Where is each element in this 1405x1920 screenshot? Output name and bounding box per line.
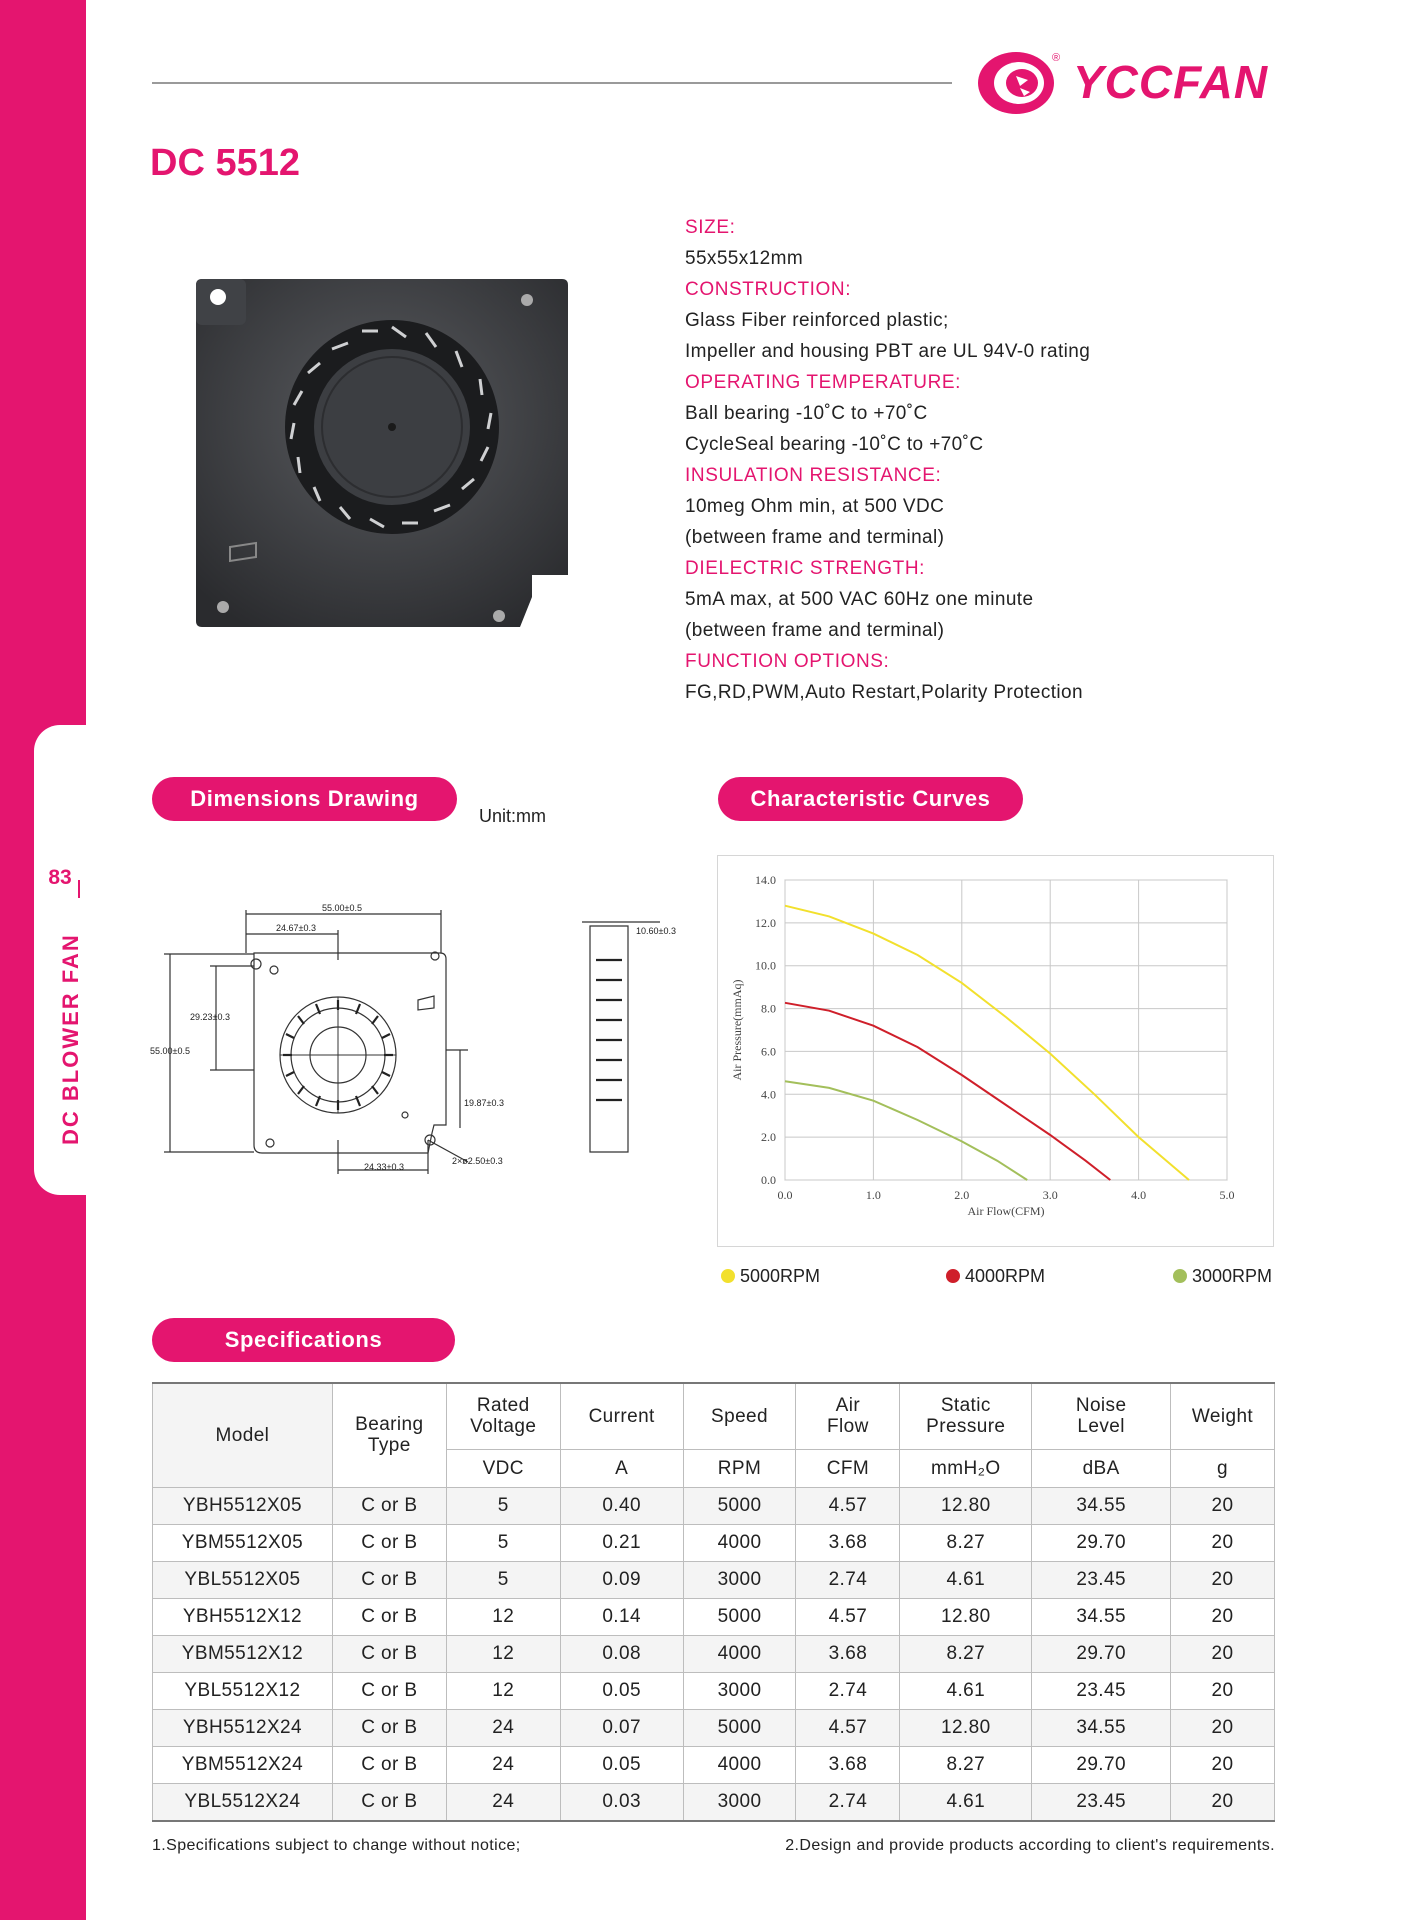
legend-swatch [721,1269,735,1283]
table-cell: YBH5512X12 [153,1598,333,1635]
header-static-pressure-label: Static Pressure [926,1395,1006,1438]
table-cell: YBL5512X24 [153,1783,333,1821]
table-cell: 3000 [683,1561,796,1598]
table-cell: 4.61 [900,1783,1032,1821]
y-tick-label: 14.0 [755,873,776,887]
dim-holes: 2×ø2.50±0.3 [452,1156,503,1166]
legend-item-4000rpm [946,1266,1045,1287]
spec-category: CONSTRUCTION: [685,279,852,300]
header-current: Current [560,1383,683,1449]
table-cell: 24 [446,1783,560,1821]
spec-value: CycleSeal bearing -10˚C to +70˚C [685,434,984,455]
table-cell: 5 [446,1561,560,1598]
table-cell: 5000 [683,1709,796,1746]
table-cell: YBH5512X05 [153,1487,333,1524]
x-axis-label: Air Flow(CFM) [967,1204,1045,1218]
table-cell: YBL5512X12 [153,1672,333,1709]
legend-item-3000rpm [1173,1266,1272,1287]
spec-value: Glass Fiber reinforced plastic; [685,310,949,331]
table-row [153,1783,1275,1821]
table-row [153,1635,1275,1672]
table-cell: 23.45 [1032,1672,1171,1709]
spec-value: Impeller and housing PBT are UL 94V-0 rating [685,341,1091,362]
spec-table [152,1382,1275,1822]
table-cell: 8.27 [900,1635,1032,1672]
y-tick-label: 0.0 [761,1173,776,1187]
unit-label: Unit:mm [479,806,546,826]
table-cell: 0.14 [560,1598,683,1635]
unit-pressure: mmH₂O [900,1449,1032,1487]
legend-label: 3000RPM [1192,1266,1273,1286]
brand-logo-icon [976,50,1056,116]
table-cell: C or B [332,1709,446,1746]
table-cell: 12 [446,1598,560,1635]
table-cell: C or B [332,1783,446,1821]
y-tick-label: 12.0 [755,915,776,930]
header-rated-voltage [446,1383,560,1449]
x-tick-label: 4.0 [1131,1188,1147,1202]
table-cell: C or B [332,1524,446,1561]
table-row [153,1561,1275,1598]
header-noise-level [1032,1383,1171,1449]
table-cell: 20 [1171,1783,1275,1821]
table-cell: 0.08 [560,1635,683,1672]
spec-category: FUNCTION OPTIONS: [685,651,890,672]
x-tick-label: 2.0 [954,1188,970,1202]
table-cell: YBH5512X24 [153,1709,333,1746]
page-number: 83 [48,866,72,889]
spec-value: (between frame and terminal) [685,620,945,641]
table-cell: C or B [332,1635,446,1672]
curves-heading: Characteristic Curves [718,777,1023,821]
table-cell: 29.70 [1032,1746,1171,1783]
spec-value: 5mA max, at 500 VAC 60Hz one minute [685,589,1034,610]
table-cell: 0.40 [560,1487,683,1524]
y-tick-label: 8.0 [761,1001,776,1016]
table-cell: 4000 [683,1746,796,1783]
table-cell: 12.80 [900,1598,1032,1635]
table-cell: C or B [332,1598,446,1635]
header-rule [152,82,952,84]
table-cell: 20 [1171,1746,1275,1783]
table-cell: YBM5512X24 [153,1746,333,1783]
table-cell: 2.74 [796,1672,900,1709]
table-cell: 0.09 [560,1561,683,1598]
header-bearing-type-label: Bearing Type [355,1414,424,1457]
unit-current: A [560,1449,683,1487]
table-cell: 4.57 [796,1598,900,1635]
table-cell: 3.68 [796,1746,900,1783]
table-cell: 24 [446,1746,560,1783]
x-tick-label: 5.0 [1219,1188,1235,1202]
table-cell: 0.07 [560,1709,683,1746]
table-cell: 4000 [683,1635,796,1672]
table-cell: 8.27 [900,1746,1032,1783]
legend-swatch [946,1269,960,1283]
table-cell: 8.27 [900,1524,1032,1561]
header-model: Model [153,1383,333,1487]
dim-bottom-offset: 24.33±0.3 [364,1162,404,1172]
spec-category: OPERATING TEMPERATURE: [685,372,962,393]
header-air-flow [796,1383,900,1449]
table-cell: 34.55 [1032,1598,1171,1635]
spec-value: 55x55x12mm [685,248,804,269]
y-tick-label: 2.0 [761,1130,776,1145]
footnote-left: 1.Specifications subject to change without notice; [152,1837,521,1854]
header-rated-voltage-label: Rated Voltage [470,1395,537,1438]
table-cell: 4000 [683,1524,796,1561]
unit-weight: g [1171,1449,1275,1487]
product-photo [190,275,575,660]
table-cell: 4.61 [900,1561,1032,1598]
table-row [153,1746,1275,1783]
table-cell: 0.05 [560,1672,683,1709]
dim-outlet: 19.87±0.3 [464,1098,504,1108]
spec-table-wrapper [152,1382,1275,1822]
table-cell: C or B [332,1746,446,1783]
table-cell: YBM5512X05 [153,1524,333,1561]
table-cell: 2.74 [796,1561,900,1598]
unit-noise: dBA [1032,1449,1171,1487]
header-air-flow-label: Air Flow [827,1395,869,1438]
table-cell: 0.03 [560,1783,683,1821]
header-weight: Weight [1171,1383,1275,1449]
page-title: DC 5512 [150,142,300,184]
sidebar-label: DC BLOWER FAN [58,933,83,1145]
y-axis-label: Air Pressure(mmAq) [730,979,744,1081]
table-cell: 4.57 [796,1487,900,1524]
table-cell: 29.70 [1032,1524,1171,1561]
table-row [153,1487,1275,1524]
table-cell: 5 [446,1487,560,1524]
table-cell: 5 [446,1524,560,1561]
table-cell: C or B [332,1672,446,1709]
dim-thickness: 10.60±0.3 [636,926,676,936]
characteristic-chart [717,855,1272,1245]
table-cell: C or B [332,1561,446,1598]
y-tick-label: 10.0 [755,958,776,973]
table-cell: 4.61 [900,1672,1032,1709]
table-cell: 34.55 [1032,1487,1171,1524]
spec-value: 10meg Ohm min, at 500 VDC [685,496,945,517]
table-cell: YBM5512X12 [153,1635,333,1672]
table-cell: 5000 [683,1598,796,1635]
table-cell: 20 [1171,1672,1275,1709]
table-cell: 34.55 [1032,1709,1171,1746]
legend-label: 5000RPM [740,1266,821,1286]
table-cell: 23.45 [1032,1783,1171,1821]
dim-height: 55.00±0.5 [150,1046,190,1056]
dim-width: 55.00±0.5 [322,903,362,913]
table-cell: 20 [1171,1635,1275,1672]
table-cell: 12.80 [900,1487,1032,1524]
header-noise-level-label: Noise Level [1075,1395,1127,1438]
table-cell: 3.68 [796,1635,900,1672]
table-cell: 20 [1171,1709,1275,1746]
table-cell: 23.45 [1032,1561,1171,1598]
brand-name: YCCFAN [1073,56,1269,108]
table-cell: 3.68 [796,1524,900,1561]
table-cell: 12 [446,1672,560,1709]
table-cell: 0.05 [560,1746,683,1783]
x-tick-label: 0.0 [777,1188,793,1202]
table-cell: 24 [446,1709,560,1746]
legend-item-5000rpm [721,1266,820,1287]
table-cell: 0.21 [560,1524,683,1561]
spec-value: Ball bearing -10˚C to +70˚C [685,403,928,424]
table-cell: 3000 [683,1672,796,1709]
spec-category: INSULATION RESISTANCE: [685,465,942,486]
table-row [153,1598,1275,1635]
table-cell: 4.57 [796,1709,900,1746]
y-tick-label: 4.0 [761,1087,776,1102]
dimensions-heading: Dimensions Drawing [152,777,457,821]
legend-swatch [1173,1269,1187,1283]
table-cell: 20 [1171,1561,1275,1598]
y-tick-label: 6.0 [761,1044,776,1059]
table-row [153,1524,1275,1561]
dim-offset-y: 29.23±0.3 [190,1012,230,1022]
unit-speed: RPM [683,1449,796,1487]
spec-value: FG,RD,PWM,Auto Restart,Polarity Protection [685,682,1083,703]
spec-value: (between frame and terminal) [685,527,945,548]
footnote-right: 2.Design and provide products according to client's requirements. [785,1837,1275,1854]
header-speed: Speed [683,1383,796,1449]
table-cell: 20 [1171,1598,1275,1635]
table-cell: 5000 [683,1487,796,1524]
header-bearing-type [332,1383,446,1487]
unit-air-flow: CFM [796,1449,900,1487]
x-tick-label: 3.0 [1042,1188,1058,1202]
dim-offset-x: 24.67±0.3 [276,923,316,933]
table-cell: C or B [332,1487,446,1524]
table-cell: 2.74 [796,1783,900,1821]
registered-mark: ® [1052,52,1061,64]
unit-voltage: VDC [446,1449,560,1487]
table-row [153,1672,1275,1709]
legend-label: 4000RPM [965,1266,1046,1286]
spec-category: SIZE: [685,217,736,238]
spec-list [685,212,1285,708]
table-row [153,1709,1275,1746]
dimensions-drawing [150,900,690,1180]
table-cell: 3000 [683,1783,796,1821]
table-cell: YBL5512X05 [153,1561,333,1598]
table-cell: 12 [446,1635,560,1672]
table-cell: 20 [1171,1487,1275,1524]
table-cell: 12.80 [900,1709,1032,1746]
specifications-heading: Specifications [152,1318,455,1362]
table-cell: 29.70 [1032,1635,1171,1672]
page-number-divider [78,880,80,898]
x-tick-label: 1.0 [865,1188,881,1202]
table-cell: 20 [1171,1524,1275,1561]
header-static-pressure [900,1383,1032,1449]
spec-category: DIELECTRIC STRENGTH: [685,558,926,579]
